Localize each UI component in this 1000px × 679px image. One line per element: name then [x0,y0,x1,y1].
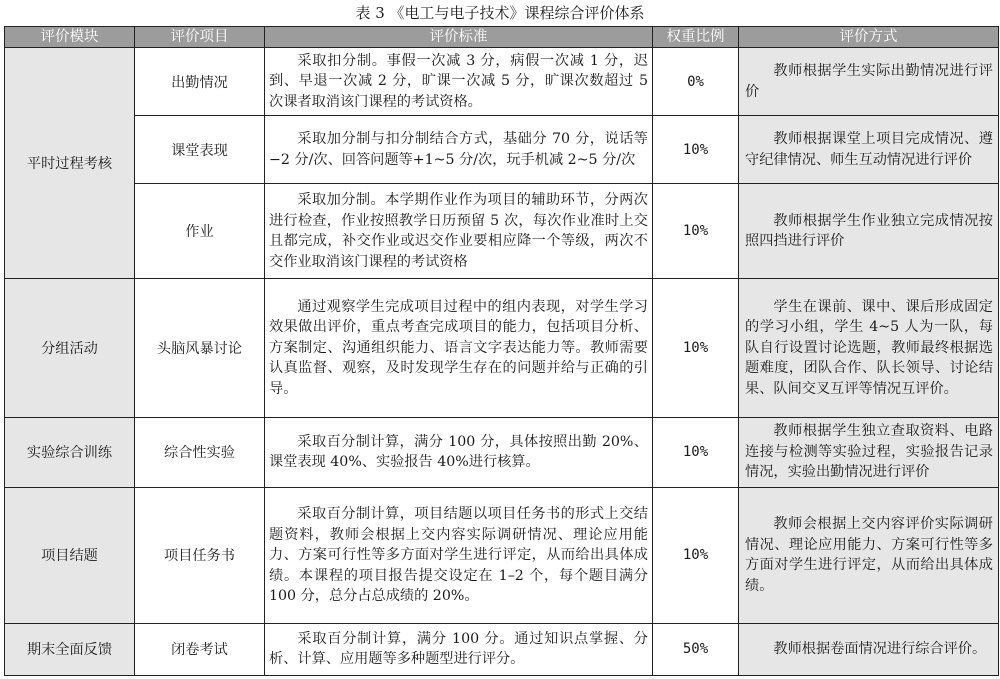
item-cell: 闭卷考试 [135,623,265,675]
header-row [5,27,999,48]
table-row [5,417,999,487]
item-cell: 头脑风暴讨论 [135,279,265,417]
method-cell: 学生在课前、课中、课后形成固定的学习小组，学生 4~5 人为一队，每队自行设置讨论选题，教师最终根据选题难度，团队合作、队长领导、讨论结果、队间交叉互评等情况互评价。 [739,279,999,417]
module-cell: 期末全面反馈 [5,623,135,675]
module-cell: 平时过程考核 [5,48,135,279]
item-cell: 课堂表现 [135,116,265,184]
module-cell: 分组活动 [5,279,135,417]
header-item: 评价项目 [135,27,265,48]
weight-cell: 10% [653,279,739,417]
weight-cell: 10% [653,116,739,184]
standard-cell: 采取百分制计算，满分 100 分，具体按照出勤 20%、课堂表现 40%、实验报告 40%进行核算。 [265,417,653,487]
standard-cell: 采取扣分制。事假一次减 3 分，病假一次减 1 分，迟到、早退一次减 2 分，旷课一次减 5 分，旷课次数超过 5 次课者取消该门课程的考试资格。 [265,48,653,116]
weight-cell: 10% [653,184,739,279]
table-caption: 表 3 《电工与电子技术》课程综合评价体系 [355,4,645,22]
header-module: 评价模块 [5,27,135,48]
table-row [5,184,999,279]
table-row [5,48,999,116]
item-cell: 综合性实验 [135,417,265,487]
table-row [5,116,999,184]
method-cell: 教师根据卷面情况进行综合评价。 [739,623,999,675]
header-method: 评价方式 [739,27,999,48]
weight-cell: 10% [653,417,739,487]
method-cell: 教师会根据上交内容评价实际调研情况、理论应用能力、方案可行性等多方面对学生进行评定，从而给出具体成绩。 [739,487,999,623]
method-cell: 教师根据学生独立查取资料、电路连接与检测等实验过程，实验报告记录情况，实验出勤情况进行评价 [739,417,999,487]
standard-cell: 采取百分制计算，项目结题以项目任务书的形式上交结题资料，教师会根据上交内容实际调研情况、理论应用能力、方案可行性等多方面对学生进行评定，从而给出具体成绩。本课程的项目报告提交设定在 1–2 个，每个题目满分 100 分，总分占总成绩的 20%。 [265,487,653,623]
module-cell: 项目结题 [5,487,135,623]
header-weight: 权重比例 [653,27,739,48]
method-cell: 教师根据课堂上项目完成情况、遵守纪律情况、师生互动情况进行评价 [739,116,999,184]
method-cell: 教师根据学生作业独立完成情况按照四挡进行评价 [739,184,999,279]
weight-cell: 50% [653,623,739,675]
module-cell: 实验综合训练 [5,417,135,487]
standard-cell: 采取加分制。本学期作业作为项目的辅助环节，分两次进行检查，作业按照教学日历预留 5 次，每次作业准时上交且都完成，补交作业或迟交作业要相应降一个等级，两次不交作业取消该门课程的考试资格 [265,184,653,279]
evaluation-table [4,26,999,676]
standard-cell: 采取加分制与扣分制结合方式，基础分 70 分，说话等−2 分/次、回答问题等+1~5 分/次，玩手机减 2~5 分/次 [265,116,653,184]
item-cell: 出勤情况 [135,48,265,116]
weight-cell: 10% [653,487,739,623]
header-standard: 评价标准 [265,27,653,48]
item-cell: 项目任务书 [135,487,265,623]
method-cell: 教师根据学生实际出勤情况进行评价 [739,48,999,116]
table-row [5,623,999,675]
weight-cell: 0% [653,48,739,116]
table-row [5,487,999,623]
standard-cell: 通过观察学生完成项目过程中的组内表现，对学生学习效果做出评价，重点考查完成项目的能力，包括项目分析、方案制定、沟通组织能力、语言文字表达能力等。教师需要认真监督、观察，及时发现学生存在的问题并给与正确的引导。 [265,279,653,417]
standard-cell: 采取百分制计算，满分 100 分。通过知识点掌握、分析、计算、应用题等多种题型进行评分。 [265,623,653,675]
item-cell: 作业 [135,184,265,279]
table-row [5,279,999,417]
